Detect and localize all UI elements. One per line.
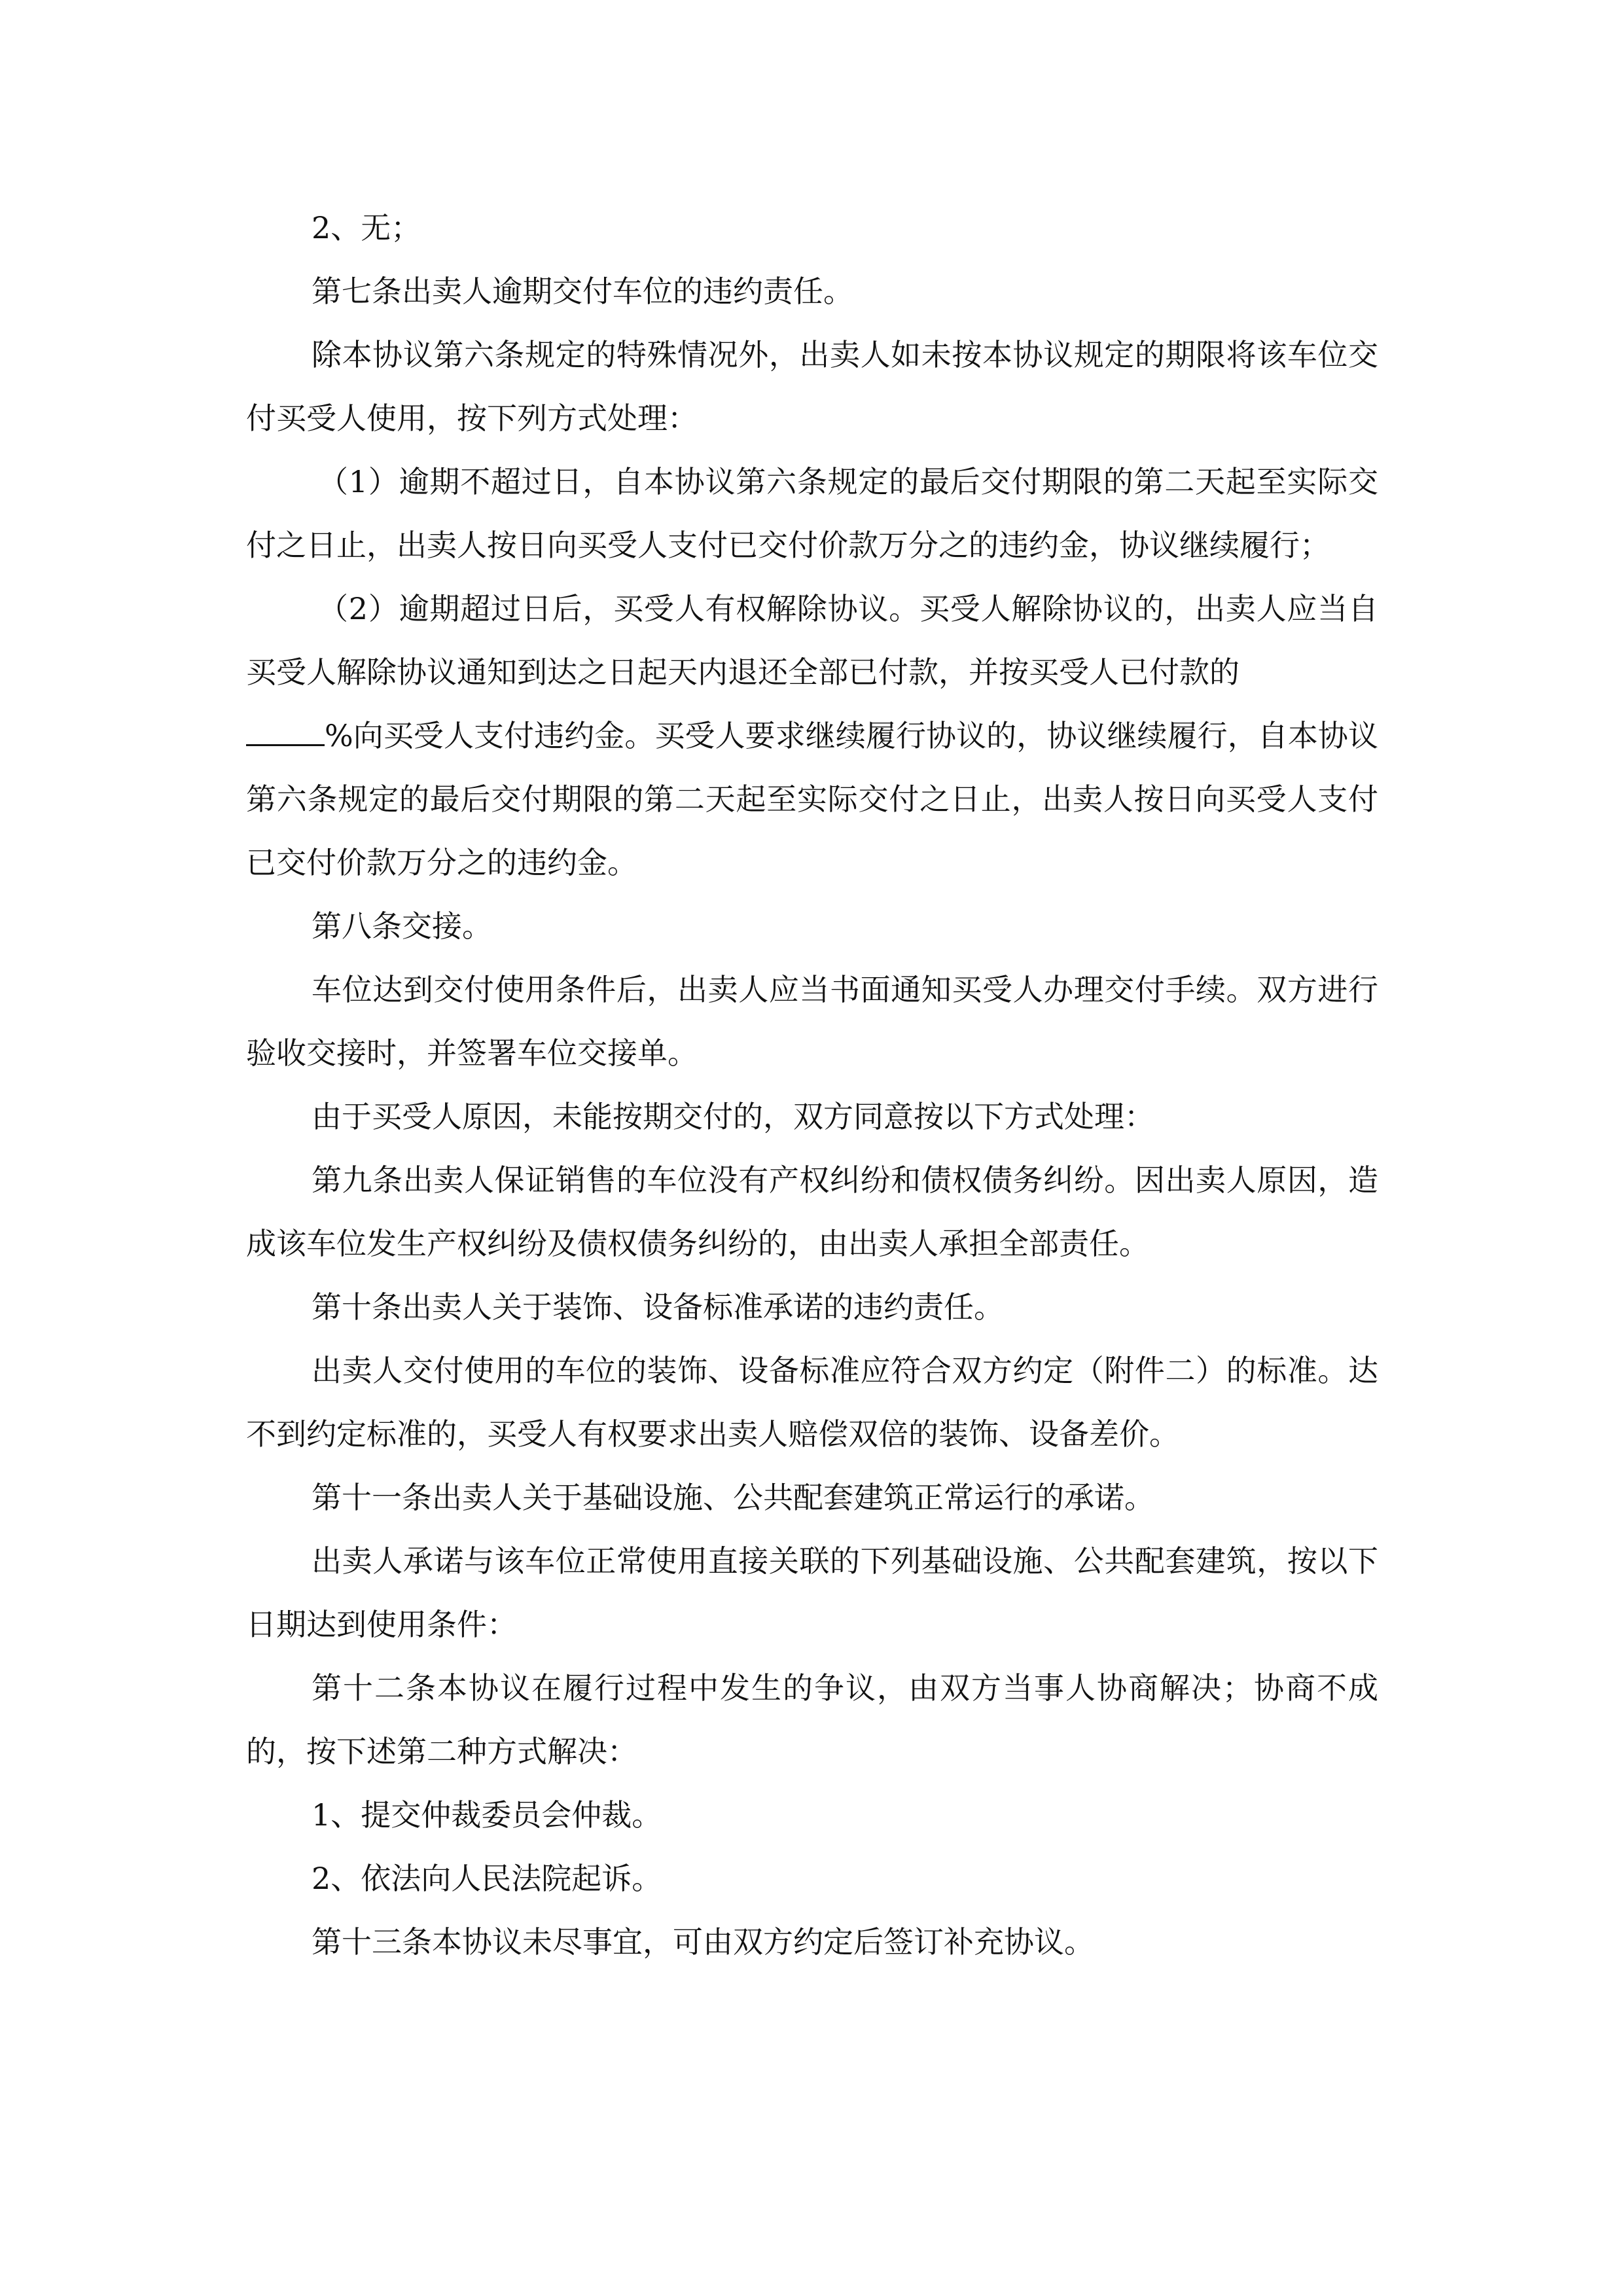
article-13: 第十三条本协议未尽事宜，可由双方约定后签订补充协议。 — [312, 1924, 1094, 1960]
article-7-heading: 第七条出卖人逾期交付车位的违约责任。 — [312, 274, 853, 309]
article-7-clause-1: （1）逾期不超过日，自本协议第六条规定的最后交付期限的第二天起至实际交付之日止，出卖人按日向买受人支付已交付价款万分之的违约金，协议继续履行； — [246, 464, 1378, 563]
article-7-clause-2 — [246, 577, 1378, 895]
article-9: 第九条出卖人保证销售的车位没有产权纠纷和债权债务纠纷。因出卖人原因，造成该车位发生产权纠纷及债权债务纠纷的，由出卖人承担全部责任。 — [246, 1162, 1378, 1261]
document-body — [246, 196, 1378, 1974]
fill-in-blank — [246, 718, 325, 746]
article-10-heading: 第十条出卖人关于装饰、设备标准承诺的违约责任。 — [312, 1289, 1004, 1325]
article-7-clause-2-continuation — [246, 704, 1378, 895]
article-8-buyer-delay: 由于买受人原因，未能按期交付的，双方同意按以下方式处理： — [312, 1099, 1154, 1134]
article-11-body: 出卖人承诺与该车位正常使用直接关联的下列基础设施、公共配套建筑，按以下日期达到使用条件： — [246, 1543, 1378, 1642]
article-7-clause-2-text: （2）逾期超过日后，买受人有权解除协议。买受人解除协议的，出卖人应当自买受人解除协议通知到达之日起天内退还全部已付款，并按买受人已付款的 — [246, 591, 1378, 690]
article-12-option-2: 2、依法向人民法院起诉。 — [312, 1861, 662, 1896]
article-12: 第十二条本协议在履行过程中发生的争议，由双方当事人协商解决；协商不成的，按下述第二种方式解决： — [246, 1670, 1378, 1769]
article-11-heading: 第十一条出卖人关于基础设施、公共配套建筑正常运行的承诺。 — [312, 1480, 1154, 1515]
article-12-option-1: 1、提交仲裁委员会仲裁。 — [312, 1797, 662, 1833]
article-10-body: 出卖人交付使用的车位的装饰、设备标准应符合双方约定（附件二）的标准。达不到约定标准的，买受人有权要求出卖人赔偿双倍的装饰、设备差价。 — [246, 1353, 1378, 1452]
article-8-body: 车位达到交付使用条件后，出卖人应当书面通知买受人办理交付手续。双方进行验收交接时，并签署车位交接单。 — [246, 972, 1378, 1071]
article-7-clause-2-rest: %向买受人支付违约金。买受人要求继续履行协议的，协议继续履行，自本协议第六条规定的最后交付期限的第二天起至实际交付之日止，出卖人按日向买受人支付已交付价款万分之的违约金。 — [246, 718, 1378, 880]
article-8-heading: 第八条交接。 — [312, 908, 492, 944]
article-7-body: 除本协议第六条规定的特殊情况外，出卖人如未按本协议规定的期限将该车位交付买受人使用，按下列方式处理： — [246, 337, 1378, 436]
item-2-none: 2、无； — [312, 210, 421, 245]
